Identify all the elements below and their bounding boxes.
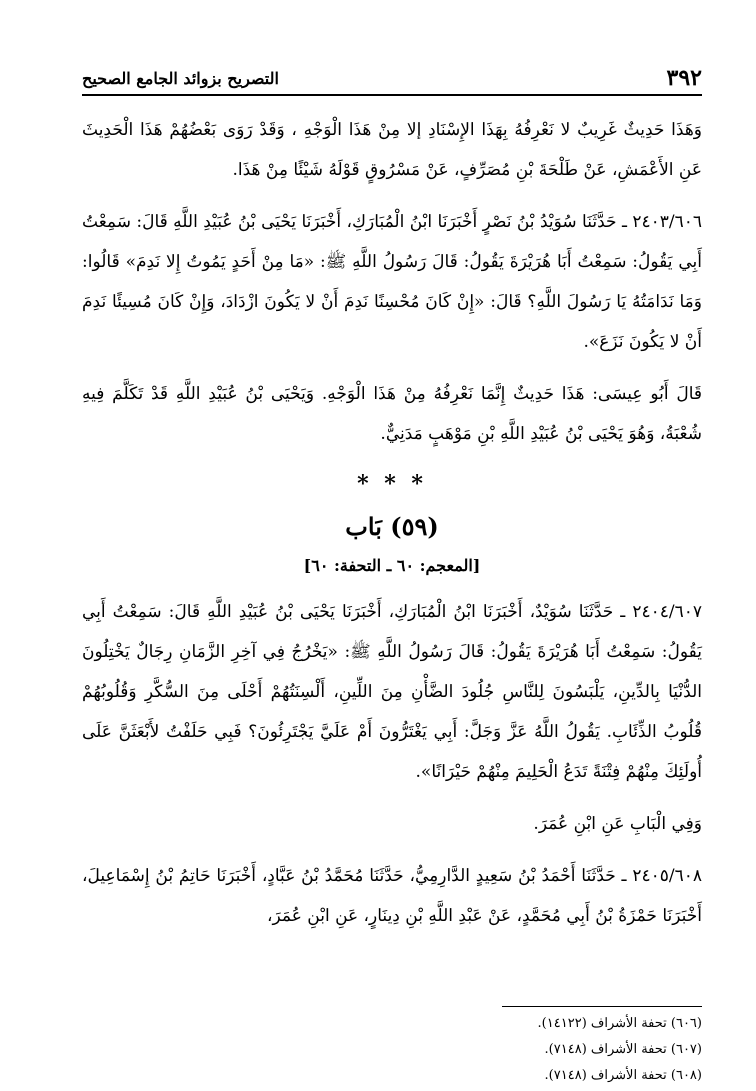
footnote: (٦٠٨) تحفة الأشراف (٧١٤٨).	[544, 1068, 702, 1083]
hadith-2405: ٢٤٠٥/٦٠٨ ـ حَدَّثَنَا أَحْمَدُ بْنُ سَعِيدٍ الدَّارِمِيُّ، حَدَّثَنَا مُحَمَّدُ بْنُ عَبَّادٍ، أَخْبَرَنَا حَاتِمُ بْنُ إِسْمَاعِيلَ، أَخْبَرَنَا حَمْزَةُ بْنُ أَبِي مُحَمَّدٍ، عَنْ عَبْدِ اللَّهِ بْنِ دِينَارٍ، عَنِ ابْنِ عُمَرَ،	[82, 866, 702, 926]
hadith-2404: ٢٤٠٤/٦٠٧ ـ حَدَّثَنَا سُوَيْدٌ، أَخْبَرَنَا ابْنُ الْمُبَارَكِ، أَخْبَرَنَا يَحْيَى بْنُ عُبَيْدِ اللَّهِ قَالَ: سَمِعْتُ أَبِي يَقُولُ: سَمِعْتُ أَبَا هُرَيْرَةَ يَقُولُ: قَالَ رَسُولُ اللَّهِ ﷺ: «يَخْرُجُ فِي آخِرِ الزَّمَانِ رِجَالٌ يَخْتِلُونَ الدُّنْيَا بِالدِّينِ، يَلْبَسُونَ لِلنَّاسِ جُلُودَ الضَّأْنِ مِنَ اللِّينِ، أَلْسِنَتُهُمْ أَحْلَى مِنَ السُّكَّرِ وَقُلُوبُهُمْ قُلُوبُ الذِّئَابِ. يَقُولُ اللَّهُ عَزَّ وَجَلَّ: أَبِي يَغْتَرُّونَ أَمْ عَلَيَّ يَجْتَرِئُونَ؟ فَبِي حَلَفْتُ لأَبْعَثَنَّ عَلَى أُولَئِكَ مِنْهُمْ فِتْنَةً تَدَعُ الْحَلِيمَ مِنْهُمْ حَيْرَانًا».	[82, 602, 702, 782]
hadith-2403: ٢٤٠٣/٦٠٦ ـ حَدَّثَنَا سُوَيْدُ بْنُ نَصْرٍ أَخْبَرَنَا ابْنُ الْمُبَارَكِ، أَخْبَرَنَا يَحْيَى بْنُ عُبَيْدِ اللَّهِ قَالَ: سَمِعْتُ أَبِي يَقُولُ: سَمِعْتُ أَبَا هُرَيْرَةَ يَقُولُ: قَالَ رَسُولُ اللَّهِ ﷺ: «مَا مِنْ أَحَدٍ يَمُوتُ إِلا نَدِمَ» قَالُوا: وَمَا نَدَامَتُهُ يَا رَسُولَ اللَّهِ؟ قَالَ: «إِنْ كَانَ مُحْسِنًا نَدِمَ أَنْ لا يَكُونَ ازْدَادَ، وَإِنْ كَانَ مُسِيئًا نَدِمَ أَنْ لا يَكُونَ نَزَعَ».	[82, 212, 702, 352]
page-number: ٣٩٢	[666, 65, 702, 91]
section-separator: * * *	[357, 471, 427, 497]
chapter-reference: [المعجم: ٦٠ ـ التحفة: ٦٠]	[303, 556, 481, 575]
running-header	[82, 58, 702, 90]
footnote: (٦٠٧) تحفة الأشراف (٧١٤٨).	[544, 1042, 702, 1057]
footnotes	[482, 1006, 702, 1091]
header-divider	[82, 94, 702, 96]
paragraph-chapter-note: وَفِي الْبَابِ عَنِ ابْنِ عُمَرَ.	[533, 814, 702, 834]
chapter-heading: (٥٩) بَاب	[345, 512, 439, 541]
footnote-divider	[502, 1006, 702, 1007]
footnote: (٦٠٦) تحفة الأشراف (١٤١٢٢).	[537, 1016, 702, 1031]
book-page	[82, 58, 702, 1083]
paragraph-abu-isa-comment: قَالَ أَبُو عِيسَى: هَذَا حَدِيثٌ إِنَّمَا نَعْرِفُهُ مِنْ هَذَا الْوَجْهِ. وَيَحْيَى بْنُ عُبَيْدِ اللَّهِ قَدْ تَكَلَّمَ فِيهِ شُعْبَةُ، وَهُوَ يَحْيَى بْنُ عُبَيْدِ اللَّهِ بْنِ مَوْهَبٍ مَدَنِيٌّ.	[82, 384, 702, 444]
paragraph-grading-note: وَهَذَا حَدِيثٌ غَرِيبٌ لا نَعْرِفُهُ بِهَذَا الإِسْنَادِ إلا مِنْ هَذَا الْوَجْهِ ، وَقَدْ رَوَى بَعْضُهُمْ هَذَا الْحَدِيثَ عَنِ الأَعْمَشِ، عَنْ طَلْحَةَ بْنِ مُصَرِّفٍ، عَنْ مَسْرُوقٍ قَوْلَهُ شَيْئًا مِنْ هَذَا.	[82, 120, 702, 180]
main-text	[82, 110, 702, 948]
book-title: التصريح بزوائد الجامع الصحيح	[82, 69, 279, 88]
